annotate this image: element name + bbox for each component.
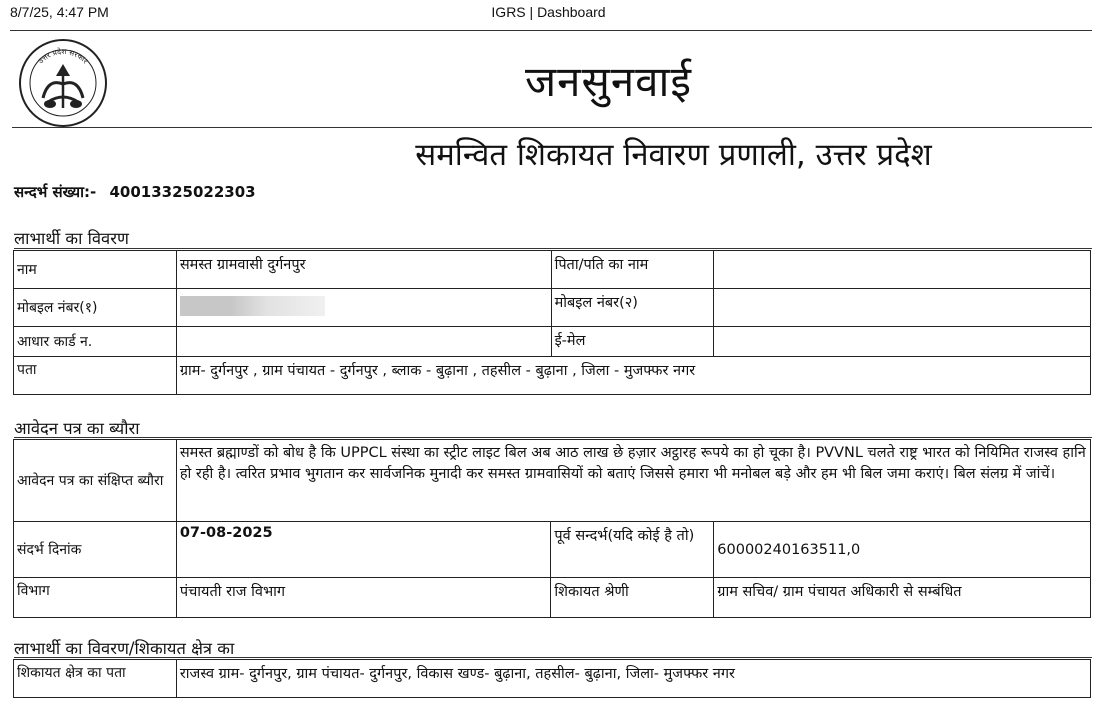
table-row [14, 327, 1091, 357]
mobile1-value-redacted [176, 289, 551, 327]
reference-value: 40013325022303 [109, 183, 256, 201]
table-row [14, 440, 1091, 522]
table-row [14, 289, 1091, 327]
reference-date-label: संदर्भ दिनांक [14, 522, 177, 578]
complaint-area-address-label: शिकायत क्षेत्र का पता [14, 660, 177, 698]
complaint-area-address-value: राजस्व ग्राम- दुर्गनपुर, ग्राम पंचायत- दुर्गनपुर, विकास खण्ड- बुढ़ाना, तहसील- बुढ़ाना, जिला- मुजफ्फर नगर [176, 660, 1090, 698]
previous-reference-value: 60000240163511,0 [714, 522, 1091, 578]
address-value: ग्राम- दुर्गनपुर , ग्राम पंचायत - दुर्गनपुर , ब्लाक - बुढ़ाना , तहसील - बुढ़ाना , जिला - मुजफ्फर नगर [176, 357, 1090, 395]
reference-date-value: 07-08-2025 [176, 522, 551, 578]
header-divider [10, 30, 1092, 31]
section-divider [14, 248, 1092, 249]
department-label: विभाग [14, 578, 177, 618]
reference-label: सन्दर्भ संख्या:- [14, 183, 97, 201]
beneficiary-table [13, 250, 1091, 395]
summary-label: आवेदन पत्र का संक्षिप्त ब्यौरा [14, 440, 177, 522]
mobile1-label: मोबइल नंबर(१) [14, 289, 177, 327]
reference-number [14, 182, 256, 202]
section-title-application: आवेदन पत्र का ब्यौरा [14, 419, 140, 438]
aadhaar-value [176, 327, 551, 357]
section-title-beneficiary: लाभार्थी का विवरण [14, 229, 129, 248]
section-title-complaint-area: लाभार्थी का विवरण/शिकायत क्षेत्र का [14, 639, 235, 658]
previous-reference-label: पूर्व सन्दर्भ(यदि कोई है तो) [551, 522, 714, 578]
page-title: जनसुनवाई [524, 57, 693, 106]
father-name-value [714, 251, 1091, 289]
email-value [714, 327, 1091, 357]
section-divider [14, 437, 1092, 438]
section-divider [14, 657, 1092, 658]
father-name-label: पिता/पति का नाम [551, 251, 714, 289]
print-datetime: 8/7/25, 4:47 PM [10, 4, 109, 20]
svg-text:उत्तर प्रदेश सरकार: उत्तर प्रदेश सरकार [36, 46, 90, 66]
print-page-title: IGRS | Dashboard [491, 4, 606, 20]
table-row [14, 660, 1091, 698]
complaint-category-label: शिकायत श्रेणी [551, 578, 714, 618]
title-divider [12, 127, 1092, 128]
table-row [14, 251, 1091, 289]
table-row [14, 522, 1091, 578]
name-label: नाम [14, 251, 177, 289]
table-row [14, 578, 1091, 618]
mobile2-label: मोबइल नंबर(२) [551, 289, 714, 327]
complaint-area-table [13, 659, 1091, 698]
page-subtitle: समन्वित शिकायत निवारण प्रणाली, उत्तर प्रदेश [415, 137, 932, 173]
redaction-mask [180, 296, 325, 316]
table-row [14, 357, 1091, 395]
application-table [13, 439, 1091, 618]
summary-value: समस्त ब्रह्माण्डों को बोध है कि UPPCL संस्था का स्ट्रीट लाइट बिल अब आठ लाख छे हज़ार अट्ठारह रूपये का हो चूका है। PVVNL चलते राष्ट्र भारत को नियिमित राजस्व हानि हो रही है। त्वरित प्रभाव भुगतान कर सार्वजनिक मुनादी कर समस्त ग्रामवासियों को बताएं जिससे हमारा भी मनोबल बड़े और हम भी बिल जमा कराएं। बिल संलग्र में जांचें। [176, 440, 1090, 522]
complaint-category-value: ग्राम सचिव/ ग्राम पंचायत अधिकारी से सम्बंधित [714, 578, 1091, 618]
address-label: पता [14, 357, 177, 395]
email-label: ई-मेल [551, 327, 714, 357]
department-value: पंचायती राज विभाग [176, 578, 551, 618]
mobile2-value [714, 289, 1091, 327]
name-value: समस्त ग्रामवासी दुर्गनपुर [176, 251, 551, 289]
aadhaar-label: आधार कार्ड न. [14, 327, 177, 357]
